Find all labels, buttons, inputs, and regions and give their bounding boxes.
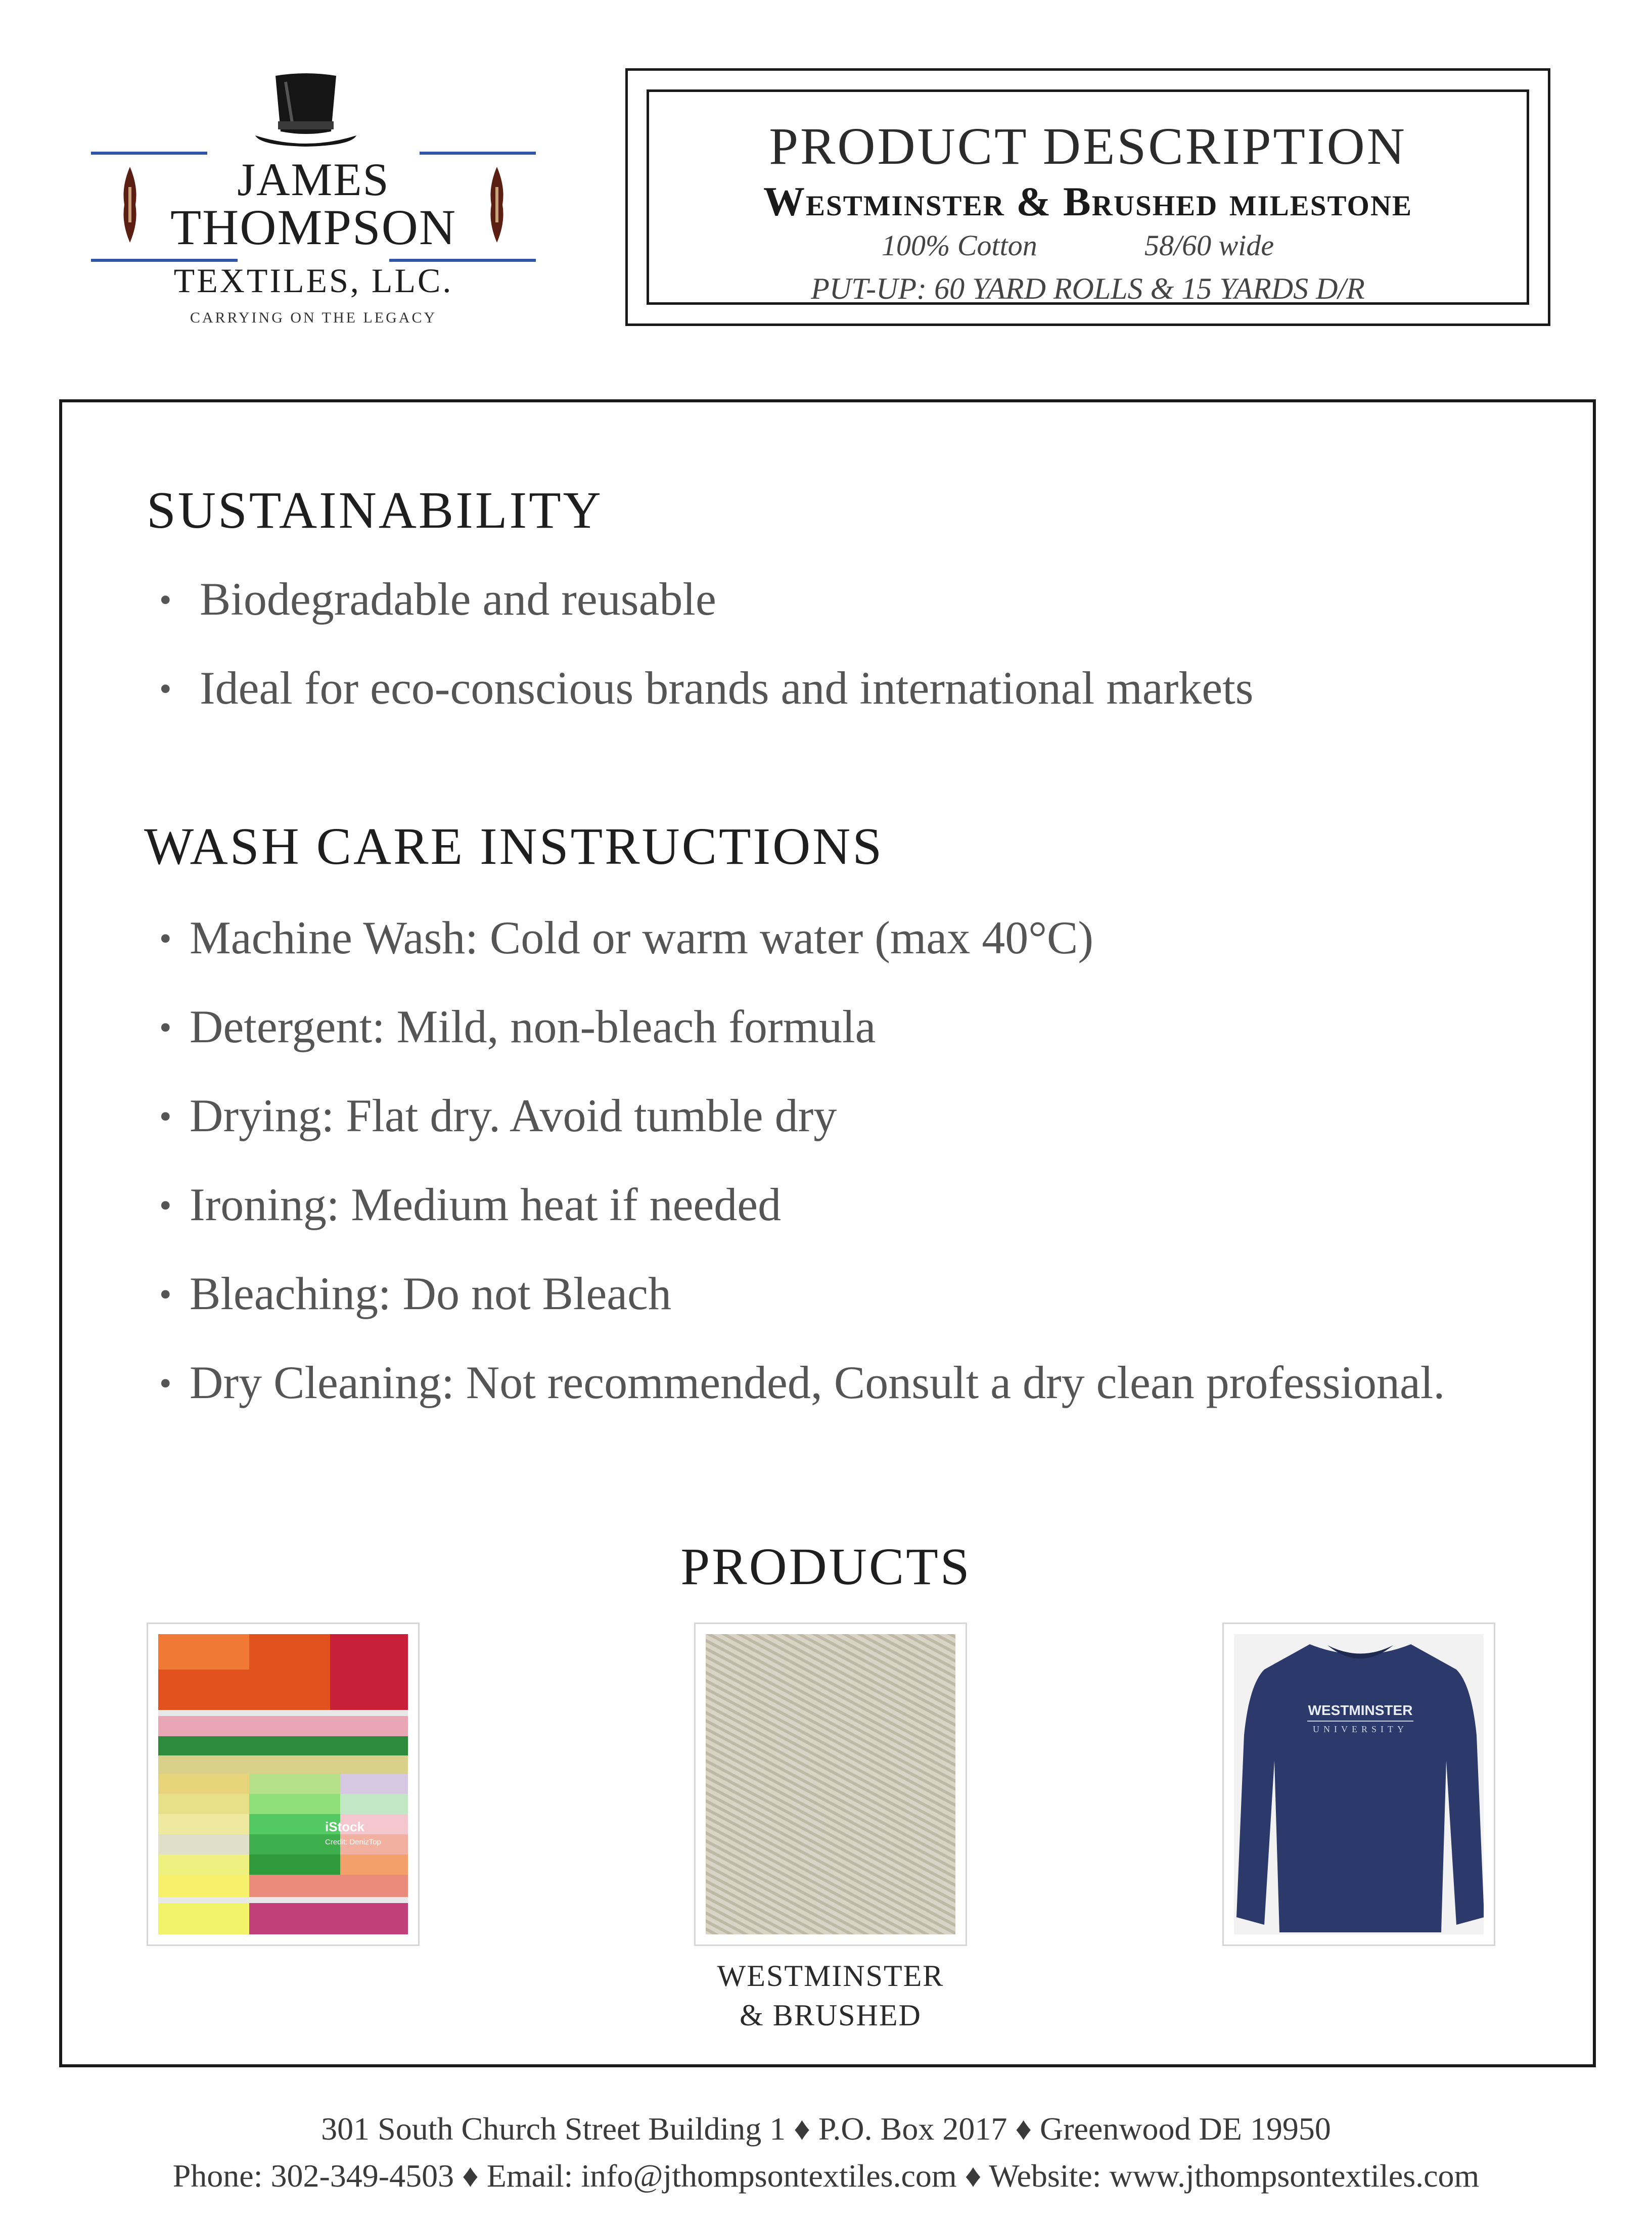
fabric-composition: 100% Cotton: [882, 229, 1037, 262]
list-item: • Machine Wash: Cold or warm water (max 40°C): [83, 910, 1445, 999]
product-description-title: PRODUCT DESCRIPTION: [769, 117, 1407, 175]
top-hat-icon: [255, 71, 356, 152]
caption-line-1: WESTMINSTER: [717, 1959, 944, 1993]
product-name: Westminster & Brushed milestone: [763, 178, 1413, 224]
long-sleeve-shirt-illustration: [1234, 1634, 1484, 1934]
product-description-box: [625, 68, 1550, 326]
logo-line-thompson: THOMPSON: [170, 199, 457, 255]
logo-line-james: JAMES: [237, 154, 390, 205]
bullet-icon: •: [159, 1097, 172, 1136]
product-caption: [694, 1956, 967, 2035]
logo-line-textiles: TEXTILES, LLC.: [173, 261, 453, 300]
put-up-info: PUT-UP: 60 YARD ROLLS & 15 YARDS D/R: [811, 272, 1365, 305]
footer-contact: Phone: 302-349-4503 ♦ Email: info@jthompsontextiles.com ♦ Website: www.jthompsontextiles.com: [172, 2158, 1480, 2194]
list-item: • Bleaching: Do not Bleach: [83, 1266, 1445, 1355]
wash-care-heading: WASH CARE INSTRUCTIONS: [144, 817, 884, 875]
bullet-icon: •: [159, 1008, 172, 1047]
list-item: • Dry Cleaning: Not recommended, Consult a dry clean professional.: [83, 1355, 1445, 1444]
shirt-print-university: UNIVERSITY: [1313, 1724, 1408, 1734]
bullet-icon: •: [159, 1364, 172, 1403]
product-image-shirt: [1222, 1623, 1495, 1946]
list-item: • Detergent: Mild, non-bleach formula: [83, 999, 1445, 1088]
list-item: • Ideal for eco-conscious brands and international markets: [83, 660, 1254, 749]
footer-address: 301 South Church Street Building 1 ♦ P.O. Box 2017 ♦ Greenwood DE 19950: [321, 2111, 1331, 2147]
sustainability-heading: SUSTAINABILITY: [147, 481, 603, 539]
bullet-icon: •: [159, 1275, 172, 1314]
wash-care-list: [83, 910, 1445, 1444]
fabric-bolts-illustration: [158, 1634, 408, 1934]
bullet-icon: •: [159, 919, 172, 958]
list-item: • Biodegradable and reusable: [83, 571, 1254, 660]
shirt-print-westminster: WESTMINSTER: [1308, 1702, 1413, 1718]
istock-credit: Credit: DenizTop: [325, 1838, 381, 1846]
twill-fabric-illustration: [706, 1634, 955, 1934]
list-item: • Ironing: Medium heat if needed: [83, 1177, 1445, 1266]
company-logo: [86, 71, 541, 334]
list-item: • Drying: Flat dry. Avoid tumble dry: [83, 1088, 1445, 1177]
bullet-icon: •: [159, 581, 172, 620]
product-image-fabric-bolts: [147, 1623, 420, 1946]
bullet-icon: •: [159, 1186, 172, 1225]
products-heading: PRODUCTS: [680, 1538, 972, 1596]
fabric-width: 58/60 wide: [1144, 229, 1274, 262]
istock-watermark: iStock: [325, 1819, 365, 1834]
bullet-icon: •: [159, 670, 172, 709]
product-description-inner-frame: [647, 89, 1529, 305]
caption-line-2: & BRUSHED: [740, 1999, 922, 2032]
sustainability-list: [83, 571, 1254, 749]
product-image-twill-swatch: [694, 1623, 967, 1946]
logo-tagline: CARRYING ON THE LEGACY: [190, 309, 437, 326]
